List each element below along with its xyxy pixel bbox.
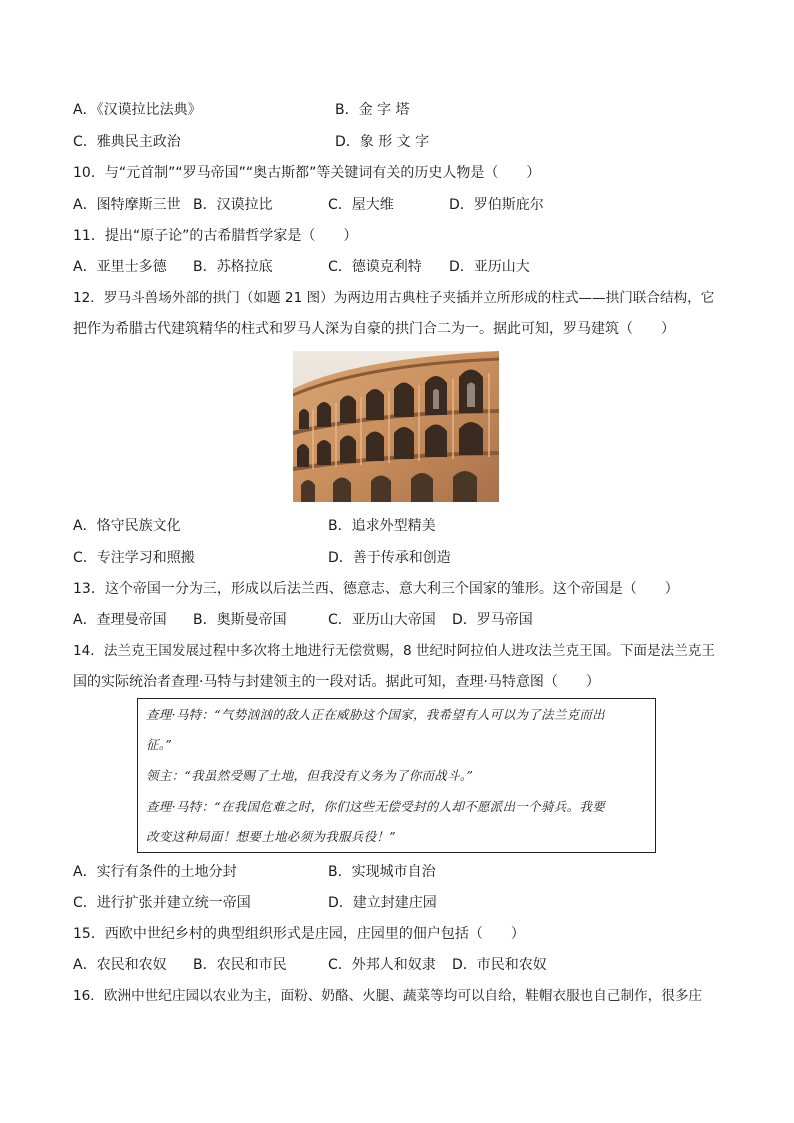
q9-option-d[interactable]: D．象 形 文 字 — [335, 134, 430, 150]
q13-option-d[interactable]: D．罗马帝国 — [452, 612, 533, 628]
quote-line: 领主：“我虽然受赐了土地，但我没有义务为了你而战斗。” — [146, 768, 474, 783]
quote-line: 查理·马特：“在我国危难之时，你们这些无偿受封的人却不愿派出一个骑兵。我要 — [146, 799, 605, 814]
quote-line: 改变这种局面！想要土地必须为我服兵役！” — [146, 829, 396, 844]
q14-stem-line2: 国的实际统治者查理·马特与封建领主的一段对话。据此可知，查理·马特意图（ ） — [73, 674, 600, 690]
q13-option-c[interactable]: C．亚历山大帝国 — [328, 612, 436, 628]
q14-option-d[interactable]: D．建立封建庄园 — [328, 895, 437, 911]
dialogue-quote-box — [137, 698, 656, 853]
q15-option-b[interactable]: B．农民和市民 — [193, 957, 287, 973]
q10-option-c[interactable]: C．屋大维 — [328, 197, 394, 213]
quote-line: 征。” — [146, 737, 173, 752]
q15-stem: 15．西欧中世纪乡村的典型组织形式是庄园，庄园里的佃户包括（ ） — [73, 926, 525, 942]
colosseum-image — [293, 351, 499, 502]
q14-option-a[interactable]: A．实行有条件的土地分封 — [73, 864, 237, 880]
q13-option-b[interactable]: B．奥斯曼帝国 — [193, 612, 287, 628]
q9-option-b[interactable]: B．金 字 塔 — [335, 102, 410, 118]
q16-stem-line1: 16．欧洲中世纪庄园以农业为主，面粉、奶酪、火腿、蔬菜等均可以自给，鞋帽衣服也自己制作，很多庄 — [73, 988, 703, 1004]
q11-stem: 11．提出“原子论”的古希腊哲学家是（ ） — [73, 228, 358, 244]
colosseum-illustration — [293, 351, 499, 502]
q14-option-c[interactable]: C．进行扩张并建立统一帝国 — [73, 895, 251, 911]
q15-option-d[interactable]: D．市民和农奴 — [452, 957, 547, 973]
q14-stem-line1: 14．法兰克王国发展过程中多次将土地进行无偿赏赐，8 世纪时阿拉伯人进攻法兰克王国。下面是法兰克王 — [73, 643, 715, 659]
q10-option-b[interactable]: B．汉谟拉比 — [193, 197, 273, 213]
q9-option-a[interactable]: A．《汉谟拉比法典》 — [73, 102, 202, 118]
q12-option-c[interactable]: C．专注学习和照搬 — [73, 550, 195, 566]
q15-option-a[interactable]: A．农民和农奴 — [73, 957, 167, 973]
q10-option-d[interactable]: D．罗伯斯庇尔 — [449, 197, 544, 213]
q11-option-d[interactable]: D．亚历山大 — [449, 259, 530, 275]
q15-option-c[interactable]: C．外邦人和奴隶 — [328, 957, 436, 973]
q9-option-c[interactable]: C．雅典民主政治 — [73, 134, 181, 150]
q11-option-b[interactable]: B．苏格拉底 — [193, 259, 273, 275]
q11-option-a[interactable]: A．亚里士多德 — [73, 259, 167, 275]
q13-option-a[interactable]: A．查理曼帝国 — [73, 612, 167, 628]
q12-stem-line1: 12．罗马斗兽场外部的拱门（如题 21 图）为两边用古典柱子夹插并立所形成的柱式——拱门联合结构，它 — [73, 290, 715, 306]
q10-option-a[interactable]: A．图特摩斯三世 — [73, 197, 181, 213]
q14-option-b[interactable]: B．实现城市自治 — [328, 864, 436, 880]
quote-line: 查理·马特：“气势汹汹的敌人正在威胁这个国家，我希望有人可以为了法兰克而出 — [146, 707, 605, 722]
q12-stem-line2: 把作为希腊古代建筑精华的柱式和罗马人深为自豪的拱门合二为一。据此可知，罗马建筑（ ） — [73, 321, 675, 337]
q10-stem: 10．与“元首制”“罗马帝国”“奥古斯都”等关键词有关的历史人物是（ ） — [73, 165, 541, 181]
q11-option-c[interactable]: C．德谟克利特 — [328, 259, 422, 275]
q12-option-d[interactable]: D．善于传承和创造 — [328, 550, 451, 566]
q12-option-b[interactable]: B．追求外型精美 — [328, 518, 436, 534]
q12-option-a[interactable]: A．恪守民族文化 — [73, 518, 181, 534]
q13-stem: 13．这个帝国一分为三，形成以后法兰西、德意志、意大利三个国家的雏形。这个帝国是（ ） — [73, 581, 679, 597]
